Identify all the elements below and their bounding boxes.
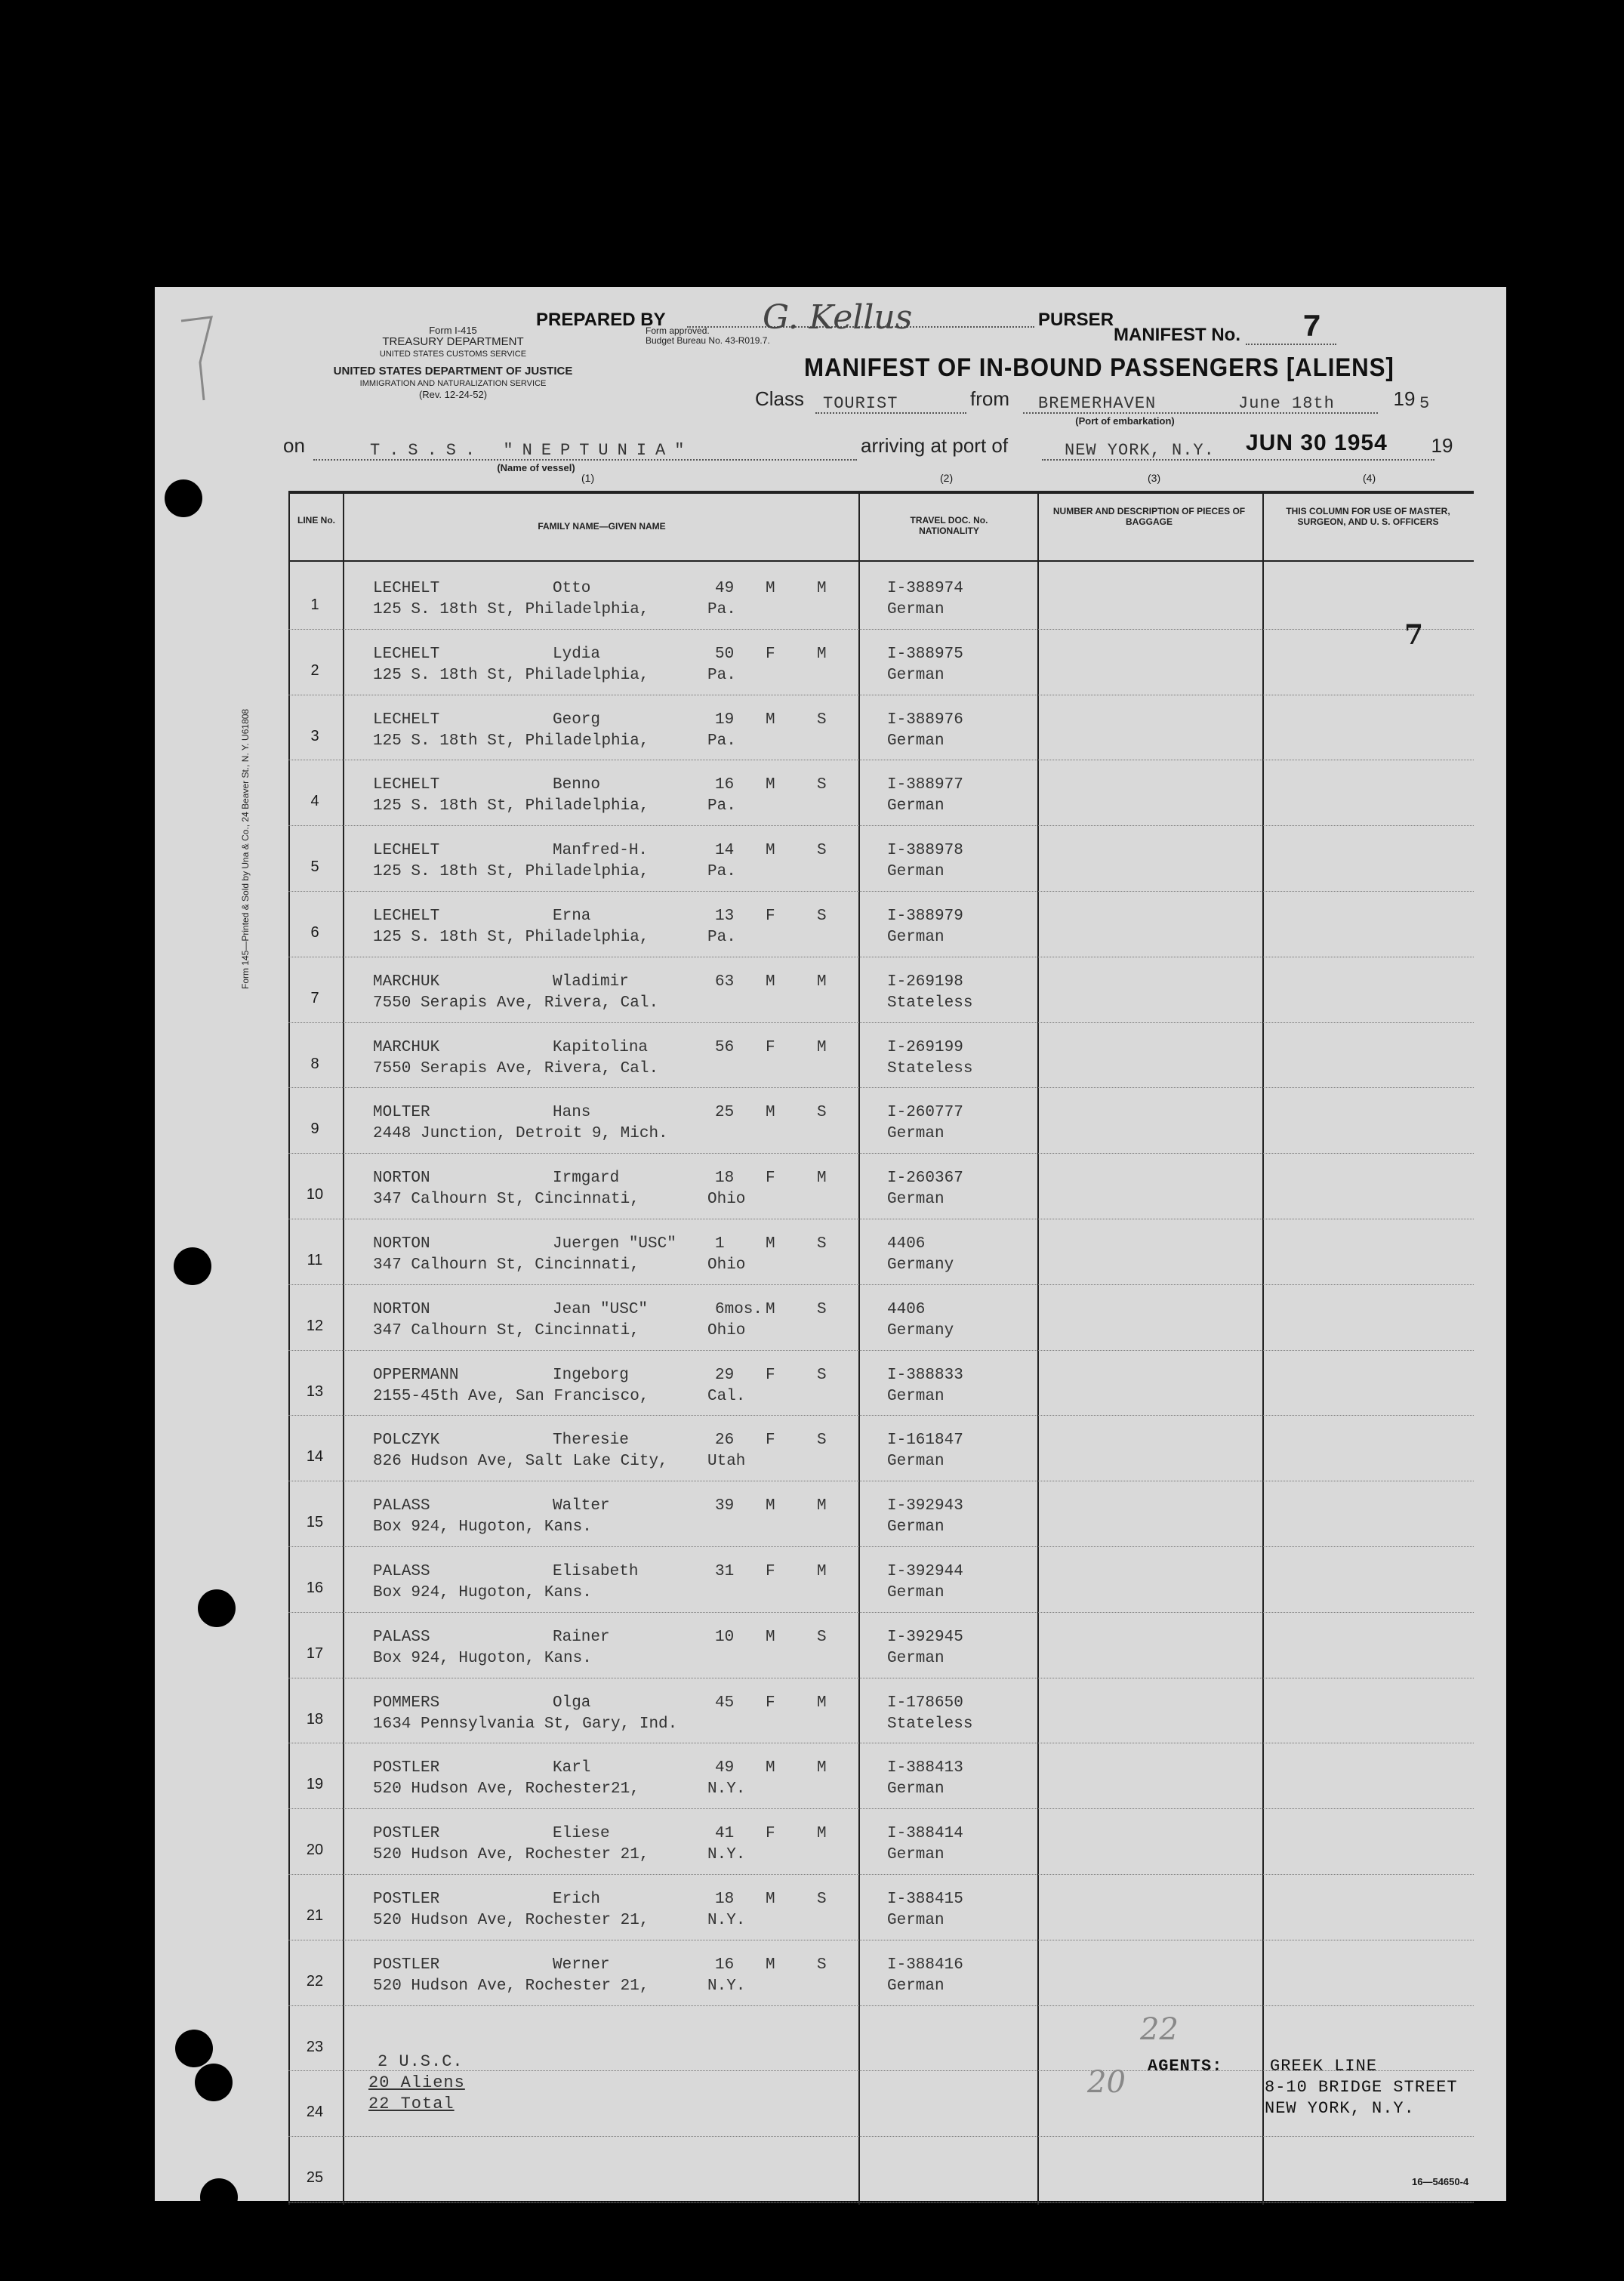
line-number: 1 xyxy=(310,596,319,613)
nationality: Germany xyxy=(887,1321,954,1339)
state: Pa. xyxy=(707,797,736,815)
travel-doc-no: I-178650 xyxy=(887,1694,963,1712)
form-approved: Form approved. xyxy=(646,325,710,336)
travel-doc-no: I-388979 xyxy=(887,908,963,925)
address: 826 Hudson Ave, Salt Lake City, xyxy=(373,1453,668,1471)
travel-doc-no: I-388415 xyxy=(887,1891,963,1908)
age: 56 xyxy=(715,1038,735,1056)
nationality: German xyxy=(887,929,945,946)
nationality: Stateless xyxy=(887,1059,973,1077)
manifest-table xyxy=(288,491,1474,2205)
travel-doc-no: I-388414 xyxy=(887,1825,963,1843)
header-officers: THIS COLUMN FOR USE OF MASTER, SURGEON, AND U. S. OFFICERS xyxy=(1286,506,1450,527)
vessel-value: T.S.S. "NEPTUNIA" xyxy=(370,441,694,460)
state: Pa. xyxy=(707,732,736,750)
sex: F xyxy=(766,1432,775,1450)
departure-year-suffix: 5 xyxy=(1419,394,1431,413)
col-num-1: (1) xyxy=(581,472,595,484)
given-name: Georg xyxy=(553,711,601,729)
table-row xyxy=(288,891,1474,957)
travel-doc-no: I-260777 xyxy=(887,1104,963,1122)
line-number: 9 xyxy=(310,1120,319,1138)
line-number: 6 xyxy=(310,924,319,941)
state: N.Y. xyxy=(707,1846,746,1864)
nationality: German xyxy=(887,1977,945,1995)
arrival-date-stamp: JUN 30 1954 xyxy=(1246,430,1388,455)
sex: M xyxy=(766,580,775,597)
given-name: Eliese xyxy=(553,1825,610,1843)
state: Pa. xyxy=(707,601,736,618)
nationality: German xyxy=(887,863,945,881)
age: 18 xyxy=(715,1170,735,1188)
on-label: on xyxy=(283,434,305,457)
state: Ohio xyxy=(707,1191,746,1209)
line-number: 14 xyxy=(306,1448,324,1466)
col-num-3: (3) xyxy=(1148,472,1161,484)
age: 16 xyxy=(715,1956,735,1974)
nationality: German xyxy=(887,1518,945,1537)
family-name: POSTLER xyxy=(373,1825,440,1843)
embark-caption: (Port of embarkation) xyxy=(1075,415,1175,427)
travel-doc-no: I-388976 xyxy=(887,711,963,729)
sex: M xyxy=(766,1956,775,1974)
family-name: POSTLER xyxy=(373,1759,440,1777)
form-number: Form I-415 xyxy=(429,325,477,336)
table-row xyxy=(288,629,1474,695)
age: 13 xyxy=(715,908,735,925)
family-name: PALASS xyxy=(373,1497,430,1515)
table-row xyxy=(288,1022,1474,1088)
marital-status: S xyxy=(817,1235,827,1253)
marital-status: M xyxy=(817,1170,827,1188)
line-number: 7 xyxy=(310,989,319,1006)
travel-doc-no: 4406 xyxy=(887,1300,926,1318)
age: 14 xyxy=(715,842,735,860)
age: 31 xyxy=(715,1563,735,1580)
total-aliens: 20 Aliens xyxy=(368,2073,465,2092)
given-name: Erna xyxy=(553,908,591,925)
table-row xyxy=(288,1743,1474,1808)
manifest-no-value: 7 xyxy=(1302,310,1322,346)
marital-status: S xyxy=(817,1956,827,1974)
family-name: LECHELT xyxy=(373,908,440,925)
address: 520 Hudson Ave, Rochester 21, xyxy=(373,1912,649,1929)
sex: M xyxy=(766,1759,775,1777)
line-number: 23 xyxy=(306,2038,324,2055)
nationality: German xyxy=(887,1584,945,1601)
binder-hole xyxy=(195,2064,233,2101)
col-num-2: (2) xyxy=(940,472,954,484)
line-number: 3 xyxy=(310,727,319,744)
sex: M xyxy=(766,1891,775,1908)
travel-doc-no: I-161847 xyxy=(887,1432,963,1450)
marital-status: S xyxy=(817,1104,827,1122)
address: 125 S. 18th St, Philadelphia, xyxy=(373,797,649,815)
sex: F xyxy=(766,1170,775,1188)
address: 7550 Serapis Ave, Rivera, Cal. xyxy=(373,1059,659,1077)
line-number: 19 xyxy=(306,1776,324,1793)
age: 26 xyxy=(715,1432,735,1450)
table-row xyxy=(288,2136,1474,2202)
age: 1 xyxy=(715,1235,725,1253)
given-name: Otto xyxy=(553,580,591,597)
address: 347 Calhourn St, Cincinnati, xyxy=(373,1321,639,1339)
travel-doc-no: I-388413 xyxy=(887,1759,963,1777)
marital-status: S xyxy=(817,1891,827,1908)
sex: F xyxy=(766,1563,775,1580)
total-usc: 2 U.S.C. xyxy=(377,2052,464,2071)
age: 45 xyxy=(715,1694,735,1712)
nationality: German xyxy=(887,1780,945,1799)
table-row xyxy=(288,825,1474,891)
form-revision: (Rev. 12-24-52) xyxy=(418,389,488,400)
age: 18 xyxy=(715,1891,735,1908)
address: 2155-45th Ave, San Francisco, xyxy=(373,1387,649,1405)
address: 125 S. 18th St, Philadelphia, xyxy=(373,929,649,946)
age: 39 xyxy=(715,1497,735,1515)
given-name: Erich xyxy=(553,1891,601,1908)
nationality: German xyxy=(887,1387,945,1405)
marital-status: M xyxy=(817,1038,827,1056)
age: 49 xyxy=(715,1759,735,1777)
marital-status: M xyxy=(817,1759,827,1777)
nationality: German xyxy=(887,1125,945,1143)
address: 7550 Serapis Ave, Rivera, Cal. xyxy=(373,994,659,1012)
nationality: German xyxy=(887,666,945,684)
sex: M xyxy=(766,973,775,991)
agents-line2: 8-10 BRIDGE STREET xyxy=(1265,2078,1458,2097)
agents-line1: GREEK LINE xyxy=(1270,2057,1378,2076)
marital-status: M xyxy=(817,1825,827,1843)
age: 49 xyxy=(715,580,735,597)
given-name: Kapitolina xyxy=(553,1038,649,1056)
vessel-caption: (Name of vessel) xyxy=(497,462,575,473)
state: Cal. xyxy=(707,1387,746,1405)
family-name: LECHELT xyxy=(373,645,440,663)
total-all: 22 Total xyxy=(368,2095,455,2113)
address: 125 S. 18th St, Philadelphia, xyxy=(373,601,649,618)
customs-service: UNITED STATES CUSTOMS SERVICE xyxy=(379,350,527,359)
age: 41 xyxy=(715,1825,735,1843)
line-number: 13 xyxy=(306,1382,324,1400)
given-name: Olga xyxy=(553,1694,591,1712)
side-print: Form 145—Printed & Sold by Una & Co., 24 Beaver St., N. Y. U61808 xyxy=(240,708,251,989)
marital-status: M xyxy=(817,580,827,597)
given-name: Irmgard xyxy=(553,1170,620,1188)
line-number: 12 xyxy=(306,1317,324,1334)
given-name: Rainer xyxy=(553,1628,610,1646)
address: 125 S. 18th St, Philadelphia, xyxy=(373,732,649,750)
prepared-by-signature: G. Kellus xyxy=(763,298,913,337)
marital-status: S xyxy=(817,1300,827,1318)
arrival-year-prefix: 19 xyxy=(1431,434,1453,457)
address: 2448 Junction, Detroit 9, Mich. xyxy=(373,1125,668,1143)
line-number: 4 xyxy=(310,793,319,810)
address: Box 924, Hugoton, Kans. xyxy=(373,1518,592,1537)
given-name: Theresie xyxy=(553,1432,629,1450)
line-number: 25 xyxy=(306,2169,324,2187)
family-name: MARCHUK xyxy=(373,973,440,991)
table-row xyxy=(288,1940,1474,2005)
sex: M xyxy=(766,1104,775,1122)
family-name: POLCZYK xyxy=(373,1432,440,1450)
marital-status: M xyxy=(817,645,827,663)
travel-doc-no: I-388416 xyxy=(887,1956,963,1974)
address: 125 S. 18th St, Philadelphia, xyxy=(373,863,649,881)
sex: F xyxy=(766,1038,775,1056)
marital-status: M xyxy=(817,1694,827,1712)
line-number: 18 xyxy=(306,1710,324,1728)
nationality: Stateless xyxy=(887,994,973,1012)
marital-status: M xyxy=(817,973,827,991)
travel-doc-no: I-388974 xyxy=(887,580,963,597)
table-row xyxy=(288,1350,1474,1416)
family-name: POMMERS xyxy=(373,1694,440,1712)
binder-hole xyxy=(200,2178,238,2216)
header-travel-doc: TRAVEL DOC. No. NATIONALITY xyxy=(910,515,988,536)
header-line-no: LINE No. xyxy=(297,515,335,526)
travel-doc-no: I-269199 xyxy=(887,1038,963,1056)
given-name: Lydia xyxy=(553,645,601,663)
line-number: 17 xyxy=(306,1644,324,1662)
table-row xyxy=(288,695,1474,760)
age: 25 xyxy=(715,1104,735,1122)
prepared-by-label: PREPARED BY xyxy=(536,310,666,330)
from-value: BREMERHAVEN xyxy=(1038,394,1157,413)
table-row xyxy=(288,1219,1474,1284)
travel-doc-no: I-269198 xyxy=(887,973,963,991)
agents-label: AGENTS: xyxy=(1148,2057,1223,2076)
sex: M xyxy=(766,776,775,794)
footer-code: 16—54650-4 xyxy=(1412,2176,1469,2187)
departure-year-prefix: 19 xyxy=(1393,387,1416,410)
address: Box 924, Hugoton, Kans. xyxy=(373,1649,592,1667)
binder-hole xyxy=(165,479,202,517)
family-name: POSTLER xyxy=(373,1956,440,1974)
age: 19 xyxy=(715,711,735,729)
line-number: 21 xyxy=(306,1907,324,1924)
state: Pa. xyxy=(707,666,736,684)
nationality: German xyxy=(887,1846,945,1864)
given-name: Hans xyxy=(553,1104,591,1122)
family-name: LECHELT xyxy=(373,776,440,794)
given-name: Elisabeth xyxy=(553,1563,639,1580)
given-name: Ingeborg xyxy=(553,1366,629,1384)
line-number: 22 xyxy=(306,1972,324,1990)
address: 520 Hudson Ave, Rochester 21, xyxy=(373,1977,649,1995)
given-name: Juergen "USC" xyxy=(553,1235,676,1253)
table-row xyxy=(288,1415,1474,1481)
travel-doc-no: I-392944 xyxy=(887,1563,963,1580)
family-name: LECHELT xyxy=(373,842,440,860)
family-name: MARCHUK xyxy=(373,1038,440,1056)
marital-status: S xyxy=(817,1366,827,1384)
pencil-mark xyxy=(177,310,223,400)
table-row xyxy=(288,1612,1474,1678)
line-number: 16 xyxy=(306,1580,324,1596)
budget-bureau: Budget Bureau No. 43-R019.7. xyxy=(646,335,770,346)
given-name: Walter xyxy=(553,1497,610,1515)
departure-date: June 18th xyxy=(1238,394,1335,413)
sex: M xyxy=(766,1628,775,1646)
nationality: German xyxy=(887,732,945,750)
line-number: 15 xyxy=(306,1514,324,1531)
marital-status: M xyxy=(817,1497,827,1515)
header-baggage: NUMBER AND DESCRIPTION OF PIECES OF BAGGAGE xyxy=(1052,506,1246,527)
travel-doc-no: I-260367 xyxy=(887,1170,963,1188)
family-name: OPPERMANN xyxy=(373,1366,459,1384)
table-row xyxy=(288,957,1474,1022)
state: Utah xyxy=(707,1453,746,1471)
age: 10 xyxy=(715,1628,735,1646)
arriving-label: arriving at port of xyxy=(861,434,1009,457)
address: 347 Calhourn St, Cincinnati, xyxy=(373,1256,639,1274)
table-row xyxy=(288,760,1474,825)
state: N.Y. xyxy=(707,1912,746,1929)
given-name: Werner xyxy=(553,1956,610,1974)
table-row xyxy=(288,1153,1474,1219)
age: 63 xyxy=(715,973,735,991)
nationality: German xyxy=(887,601,945,618)
marital-status: S xyxy=(817,1628,827,1646)
state: N.Y. xyxy=(707,1780,746,1799)
binder-hole xyxy=(198,1589,236,1627)
age: 29 xyxy=(715,1366,735,1384)
given-name: Manfred-H. xyxy=(553,842,649,860)
age: 50 xyxy=(715,645,735,663)
treasury-dept: TREASURY DEPARTMENT xyxy=(382,335,524,348)
col-num-4: (4) xyxy=(1363,472,1376,484)
given-name: Benno xyxy=(553,776,601,794)
address: 520 Hudson Ave, Rochester21, xyxy=(373,1780,639,1799)
travel-doc-no: I-388978 xyxy=(887,842,963,860)
family-name: POSTLER xyxy=(373,1891,440,1908)
class-label: Class xyxy=(755,387,805,410)
sex: M xyxy=(766,842,775,860)
given-name: Jean "USC" xyxy=(553,1300,649,1318)
family-name: LECHELT xyxy=(373,580,440,597)
from-label: from xyxy=(970,387,1009,410)
manifest-no-label: MANIFEST No. xyxy=(1114,325,1240,345)
line-number: 5 xyxy=(310,858,319,876)
header-name: FAMILY NAME—GIVEN NAME xyxy=(538,521,666,532)
sex: M xyxy=(766,1235,775,1253)
travel-doc-no: I-388977 xyxy=(887,776,963,794)
sex: F xyxy=(766,1825,775,1843)
sex: F xyxy=(766,908,775,925)
pencil-count: 20 xyxy=(1087,2065,1126,2100)
purser-label: PURSER xyxy=(1038,310,1114,330)
port-value: NEW YORK, N.Y. xyxy=(1065,441,1215,460)
line-number: 10 xyxy=(306,1186,324,1204)
sex: M xyxy=(766,711,775,729)
sex: M xyxy=(766,1300,775,1318)
manifest-title: MANIFEST OF IN-BOUND PASSENGERS [ALIENS] xyxy=(804,353,1394,382)
family-name: PALASS xyxy=(373,1628,430,1646)
binder-hole xyxy=(174,1247,211,1285)
family-name: LECHELT xyxy=(373,711,440,729)
class-value: TOURIST xyxy=(823,394,898,413)
table-row xyxy=(288,1546,1474,1612)
age: 6mos. xyxy=(715,1300,763,1318)
pencil-total: 22 xyxy=(1140,2012,1179,2047)
state: Pa. xyxy=(707,929,736,946)
line-number: 8 xyxy=(310,1055,319,1072)
state: N.Y. xyxy=(707,1977,746,1995)
nationality: Stateless xyxy=(887,1715,973,1733)
sex: M xyxy=(766,1497,775,1515)
state: Pa. xyxy=(707,863,736,881)
nationality: German xyxy=(887,1649,945,1667)
sex: F xyxy=(766,645,775,663)
marital-status: S xyxy=(817,776,827,794)
nationality: German xyxy=(887,1453,945,1471)
travel-doc-no: I-392943 xyxy=(887,1497,963,1515)
given-name: Karl xyxy=(553,1759,591,1777)
marital-status: S xyxy=(817,711,827,729)
line-number: 20 xyxy=(306,1842,324,1859)
given-name: Wladimir xyxy=(553,973,629,991)
family-name: NORTON xyxy=(373,1235,430,1253)
marital-status: S xyxy=(817,908,827,925)
address: Box 924, Hugoton, Kans. xyxy=(373,1584,592,1601)
family-name: NORTON xyxy=(373,1170,430,1188)
manifest-no-line xyxy=(1246,344,1336,345)
travel-doc-no: I-388833 xyxy=(887,1366,963,1384)
state: Ohio xyxy=(707,1321,746,1339)
table-row xyxy=(288,1874,1474,1940)
address: 1634 Pennsylvania St, Gary, Ind. xyxy=(373,1715,678,1733)
nationality: German xyxy=(887,1912,945,1929)
line-number: 11 xyxy=(307,1252,323,1268)
marital-status: S xyxy=(817,842,827,860)
table-row xyxy=(288,1481,1474,1546)
travel-doc-no: 4406 xyxy=(887,1235,926,1253)
binder-hole xyxy=(175,2030,213,2067)
travel-doc-no: I-388975 xyxy=(887,645,963,663)
table-row xyxy=(288,1087,1474,1153)
ins-service: IMMIGRATION AND NATURALIZATION SERVICE xyxy=(359,379,547,388)
agents-line3: NEW YORK, N.Y. xyxy=(1265,2099,1415,2118)
nationality: Germany xyxy=(887,1256,954,1274)
officer-mark: 7 xyxy=(1404,619,1424,651)
marital-status: M xyxy=(817,1563,827,1580)
line-number: 2 xyxy=(310,661,319,679)
state: Ohio xyxy=(707,1256,746,1274)
table-row xyxy=(288,1808,1474,1874)
nationality: German xyxy=(887,1191,945,1209)
nationality: German xyxy=(887,797,945,815)
family-name: MOLTER xyxy=(373,1104,430,1122)
line-number: 24 xyxy=(306,2104,324,2121)
address: 347 Calhourn St, Cincinnati, xyxy=(373,1191,639,1209)
age: 16 xyxy=(715,776,735,794)
justice-dept: UNITED STATES DEPARTMENT OF JUSTICE xyxy=(333,365,573,378)
sex: F xyxy=(766,1366,775,1384)
address: 520 Hudson Ave, Rochester 21, xyxy=(373,1846,649,1864)
travel-doc-no: I-392945 xyxy=(887,1628,963,1646)
sex: F xyxy=(766,1694,775,1712)
address: 125 S. 18th St, Philadelphia, xyxy=(373,666,649,684)
table-row xyxy=(288,1678,1474,1743)
marital-status: S xyxy=(817,1432,827,1450)
table-row xyxy=(288,1284,1474,1350)
family-name: NORTON xyxy=(373,1300,430,1318)
family-name: PALASS xyxy=(373,1563,430,1580)
table-row xyxy=(288,563,1474,629)
